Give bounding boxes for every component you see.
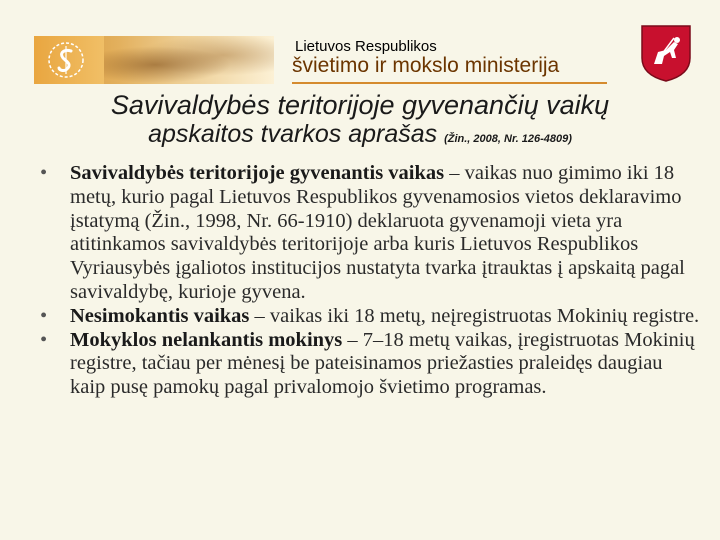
- definitions-list: [40, 162, 700, 400]
- definition-term: Nesimokantis vaikas: [70, 304, 250, 327]
- bullet-icon: •: [40, 304, 48, 327]
- definition-text: – vaikas nuo gimimo iki 18 metų, kurio pagal Lietuvos Respublikos gyvenamosios vietos deklaravimo įstatymą (Žin., 1998, Nr. 66-1910) deklaruota gyvenamoji vieta yra atitinkamos savivaldybės teritorijoje arba kuris Lietuvos Respublikos Vyriausybės įgaliotos institucijos nustatyta tvarka įtrauktas į apskaitą pagal savivaldybę, kurioje gyvena.: [70, 162, 685, 303]
- ministry-name-line2: švietimo ir mokslo ministerija: [292, 54, 560, 77]
- ministry-name-line1: Lietuvos Respublikos: [295, 38, 437, 55]
- title-line1: Savivaldybės teritorijoje gyvenančių vaikų: [110, 90, 610, 120]
- slide-header: [0, 0, 720, 90]
- title-reference: (Žin., 2008, Nr. 126-4809): [444, 133, 572, 145]
- bullet-icon: •: [40, 162, 48, 184]
- header-divider: [292, 82, 607, 84]
- definition-term: Savivaldybės teritorijoje gyvenantis vaikas: [70, 162, 445, 184]
- definition-text: – 7–18 metų vaikas, įregistruotas Mokinių registre, tačiau per mėnesį be pateisinamos priežasties praleidęs daugiau kaip pusę pamokų pagal privalomojo švietimo programas.: [70, 328, 695, 399]
- ministry-logo-icon: [46, 40, 86, 80]
- banner-photo: [104, 36, 274, 84]
- title-line2-text: apskaitos tvarkos aprašas: [148, 120, 438, 148]
- slide-title: [0, 90, 720, 153]
- header-banner: [34, 36, 274, 84]
- definition-term: Mokyklos nelankantis mokinys: [70, 328, 343, 351]
- bullet-icon: •: [40, 328, 48, 351]
- list-item: [40, 329, 700, 400]
- title-line2: [0, 120, 720, 153]
- coat-of-arms-icon: [640, 24, 692, 82]
- definition-text: – vaikas iki 18 metų, neįregistruotas Mokinių registre.: [249, 304, 700, 327]
- list-item: [40, 162, 700, 305]
- list-item: [40, 305, 700, 329]
